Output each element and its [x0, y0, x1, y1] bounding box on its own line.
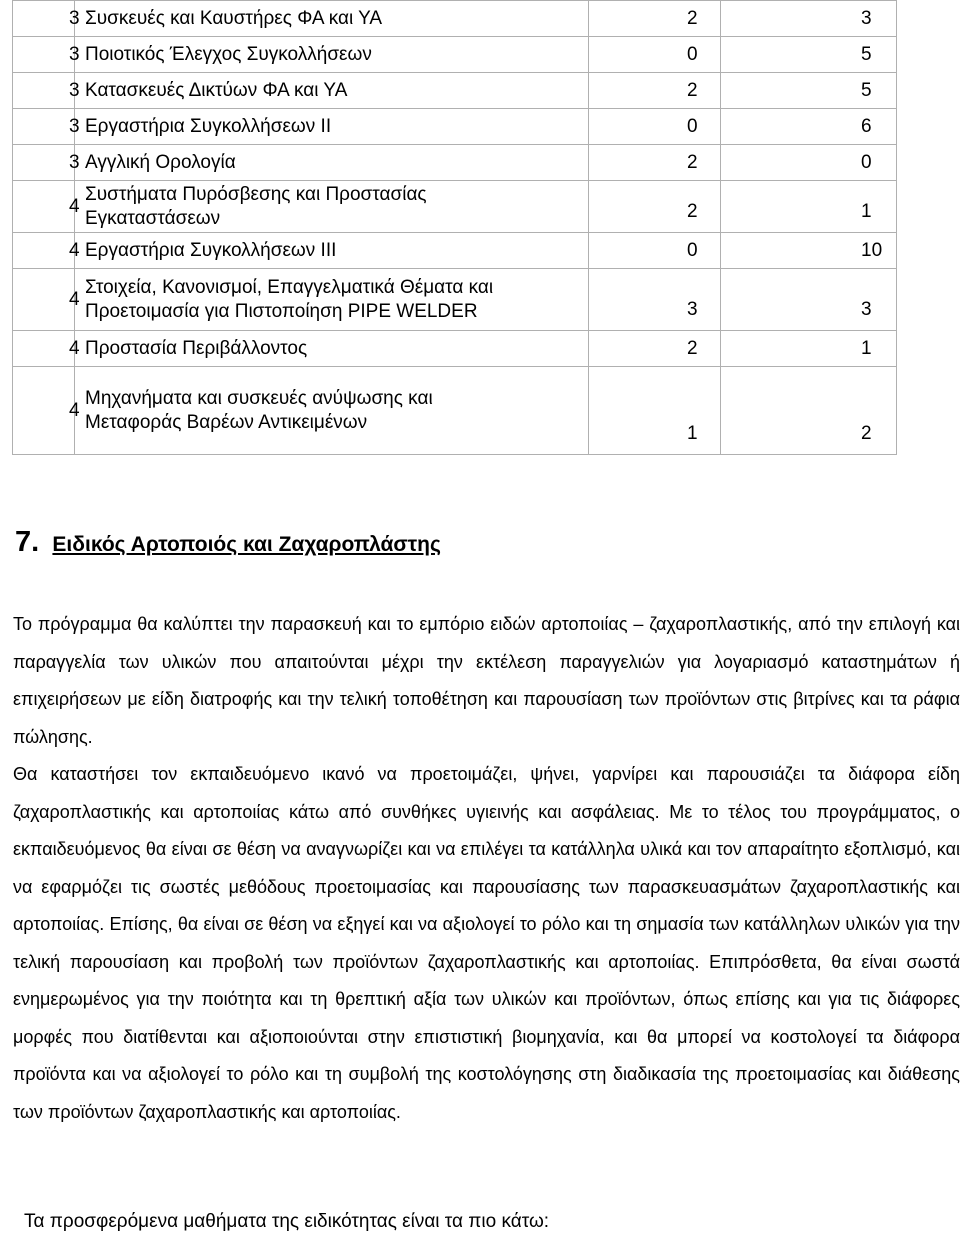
- semester-cell: 4: [13, 181, 75, 233]
- course-title-cell: [75, 1, 589, 37]
- course-row: [13, 145, 897, 181]
- semester-cell: 4: [13, 331, 75, 367]
- hours-cell-b: 10: [721, 233, 897, 269]
- paragraph: Θα καταστήσει τον εκπαιδευόμενο ικανό να προετοιμάζει, ψήνει, γαρνίρει και παρουσιάζει τα διάφορα είδη ζαχαροπλαστικής και αρτοποιίας κάτω από συνθήκες υγιεινής και ασφάλειας. Με το τέλος του προγράμματος, ο εκπαιδευόμενος θα είναι σε θέση να αναγνωρίζει και να επιλέγει τα κατάλληλα υλικά και τον απαραίτητο εξοπλισμό, και να εφαρμόζει τις σωστές μεθόδους προετοιμασίας και παρουσίασης των παρασκευασμάτων ζαχαροπλαστικής και αρτοποιίας. Επίσης, θα είναι σε θέση να εξηγεί και να αξιολογεί το ρόλο και τη σημασία των κατάλληλων υλικών για την τελική παρουσίαση και προβολή των προϊόντων ζαχαροπλαστικής και αρτοποιίας. Επιπρόσθετα, θα είναι σωστά ενημερωμένος για την ποιότητα και τη θρεπτική αξία των υλικών και προϊόντων, όπως επίσης και για τις διάφορες μορφές που διατίθενται και αξιοποιούνται στην επιστιστική βιομηχανία, και θα μπορεί να κοστολογεί τα διάφορα προϊόντα και να αξιολογεί το ρόλο και τη συμβολή της κοστολόγησης στη διαδικασία της προετοιμασίας και διάθεσης των προϊόντων ζαχαροπλαστικής και αρτοποιίας.: [13, 764, 960, 1122]
- hours-cell-a: 3: [589, 269, 721, 331]
- hours-cell-a: 1: [589, 367, 721, 455]
- offered-courses-intro: Τα προσφερόμενα μαθήματα της ειδικότητας είναι τα πιο κάτω:: [24, 1211, 550, 1232]
- course-row: [13, 1, 897, 37]
- course-title-cell: [75, 181, 589, 233]
- course-row: [13, 331, 897, 367]
- course-table: [12, 0, 897, 455]
- course-title-cell: [75, 233, 589, 269]
- hours-cell-b: 3: [721, 269, 897, 331]
- semester-cell: 3: [13, 73, 75, 109]
- hours-cell-a: 2: [589, 181, 721, 233]
- course-row: [13, 367, 897, 455]
- course-row: [13, 181, 897, 233]
- hours-cell-b: 5: [721, 37, 897, 73]
- semester-cell: 3: [13, 145, 75, 181]
- hours-cell-a: 2: [589, 73, 721, 109]
- hours-cell-a: 2: [589, 331, 721, 367]
- course-title-line: Στοιχεία, Κανονισμοί, Επαγγελματικά Θέματα και: [85, 276, 494, 298]
- hours-cell-b: 1: [721, 331, 897, 367]
- course-title-line: Μηχανήματα και συσκευές ανύψωσης και: [85, 387, 433, 409]
- course-table-body: [13, 1, 897, 455]
- course-title-cell: [75, 73, 589, 109]
- semester-cell: 3: [13, 1, 75, 37]
- course-title-line: Συστήματα Πυρόσβεσης και Προστασίας: [85, 183, 427, 205]
- semester-cell: 4: [13, 233, 75, 269]
- course-title-line: Αγγλική Ορολογία: [85, 151, 236, 173]
- hours-cell-a: 2: [589, 1, 721, 37]
- section-number: 7.: [15, 526, 40, 558]
- paragraph: Το πρόγραμμα θα καλύπτει την παρασκευή και το εμπόριο ειδών αρτοποιίας – ζαχαροπλαστικής, από την επιλογή και παραγγελία των υλικών που απαιτούνται μέχρι την εκτέλεση παραγγελιών για λογαριασμό καταστημάτων ή επιχειρήσεων με είδη διατροφής και την τελική τοποθέτηση και παρουσίαση των προϊόντων στις βιτρίνες και τα ράφια πώλησης.: [13, 614, 960, 747]
- course-title-cell: [75, 37, 589, 73]
- semester-cell: 3: [13, 109, 75, 145]
- course-title-line: Μεταφοράς Βαρέων Αντικειμένων: [85, 411, 368, 433]
- hours-cell-a: 0: [589, 233, 721, 269]
- hours-cell-b: 0: [721, 145, 897, 181]
- course-row: [13, 73, 897, 109]
- section-body: [13, 606, 960, 1131]
- section-title: Ειδικός Αρτοποιός και Ζαχαροπλάστης: [52, 533, 441, 556]
- course-title-line: Προετοιμασία για Πιστοποίηση PIPE WELDER: [85, 300, 478, 322]
- course-row: [13, 269, 897, 331]
- course-title-cell: [75, 331, 589, 367]
- hours-cell-b: 3: [721, 1, 897, 37]
- course-title-line: Ποιοτικός Έλεγχος Συγκολλήσεων: [85, 43, 372, 65]
- course-title-cell: [75, 269, 589, 331]
- course-row: [13, 109, 897, 145]
- hours-cell-a: 0: [589, 109, 721, 145]
- semester-cell: 4: [13, 367, 75, 455]
- course-title-line: Κατασκευές Δικτύων ΦΑ και ΥΑ: [85, 79, 348, 101]
- course-title-line: Συσκευές και Καυστήρες ΦΑ και ΥΑ: [85, 7, 383, 29]
- course-row: [13, 233, 897, 269]
- hours-cell-a: 0: [589, 37, 721, 73]
- hours-cell-b: 6: [721, 109, 897, 145]
- hours-cell-b: 5: [721, 73, 897, 109]
- hours-cell-b: 1: [721, 181, 897, 233]
- course-title-cell: [75, 367, 589, 455]
- course-title-line: Εργαστήρια Συγκολλήσεων ΙΙΙ: [85, 239, 337, 261]
- course-title-cell: [75, 145, 589, 181]
- course-title-line: Προστασία Περιβάλλοντος: [85, 337, 308, 359]
- course-title-line: Εργαστήρια Συγκολλήσεων ΙΙ: [85, 115, 332, 137]
- section-heading: [15, 526, 441, 559]
- semester-cell: 4: [13, 269, 75, 331]
- course-title-line: Εγκαταστάσεων: [85, 207, 221, 229]
- hours-cell-a: 2: [589, 145, 721, 181]
- course-row: [13, 37, 897, 73]
- course-title-cell: [75, 109, 589, 145]
- hours-cell-b: 2: [721, 367, 897, 455]
- semester-cell: 3: [13, 37, 75, 73]
